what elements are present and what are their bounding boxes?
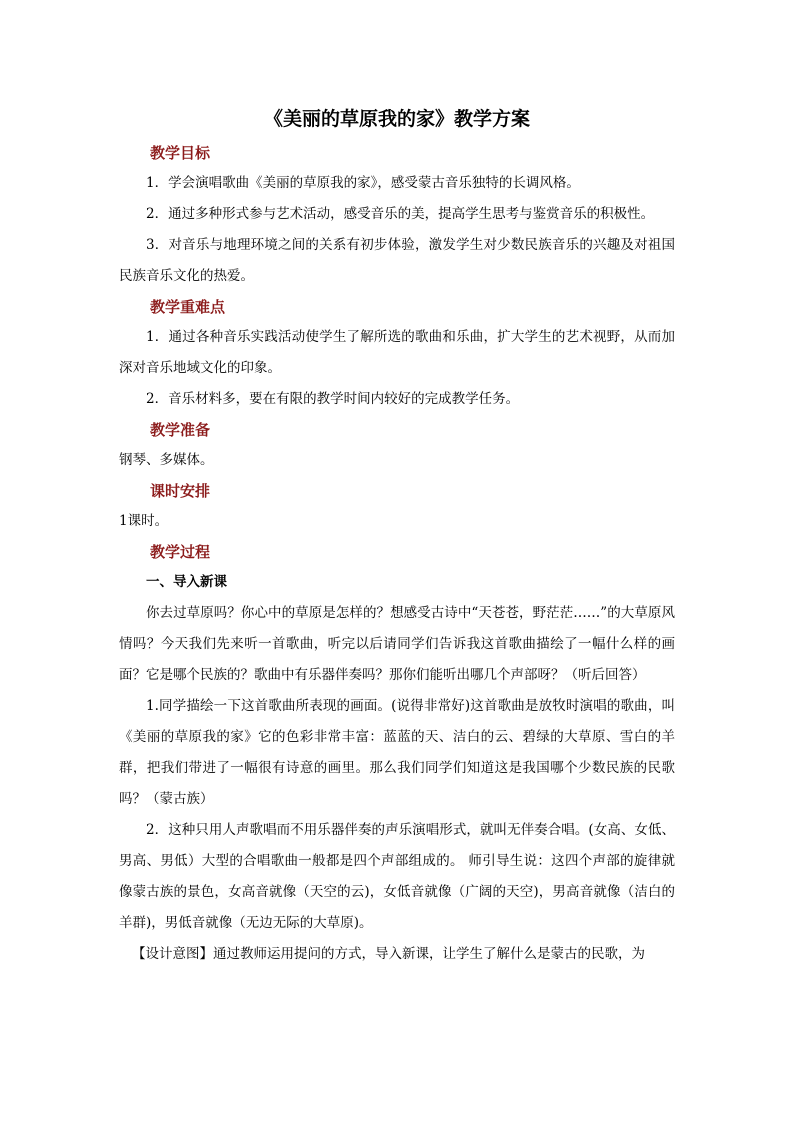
goal-item-1: 1．学会演唱歌曲《美丽的草原我的家》，感受蒙古音乐独特的长调风格。 [146,175,580,191]
document-title: 《美丽的草原我的家》教学方案 [263,108,530,130]
process-paragraph-1: 你去过草原吗？你心中的草原是怎样的？想感受古诗中“天苍苍，野茫茫……”的大草原风情吗？今天我们先来听一首歌曲，听完以后请同学们告诉我这首歌曲描绘了一幅什么样的画面？它是哪个民族的？歌曲中有乐器伴奏吗？那你们能听出哪几个声部呀？（听后回答） [119,605,675,683]
process-paragraph-3: 2．这种只用人声歌唱而不用乐器伴奏的声乐演唱形式，就叫无伴奏合唱。(女高、女低、男高、男低）大型的合唱歌曲一般都是四个声部组成的。 师引导生说：这四个声部的旋律就像蒙古族的景色，女高音就像（天空的云)，女低音就像（广阔的天空)，男高音就像（洁白的羊群)，男低音就像（无边无际的大草原)。 [119,822,675,931]
design-intent-note: 【设计意图】通过教师运用提问的方式，导入新课，让学生了解什么是蒙古的民歌，为 [132,946,645,962]
schedule-text: 1课时。 [119,513,169,529]
key-point-item-2: 2．音乐材料多，要在有限的教学时间内较好的完成教学任务。 [146,391,520,407]
process-paragraph-2: 1.同学描绘一下这首歌曲所表现的画面。(说得非常好)这首歌曲是放牧时演唱的歌曲，叫《美丽的草原我的家》它的色彩非常丰富：蓝蓝的天、洁白的云、碧绿的大草原、雪白的羊群，把我们带进了一幅很有诗意的画里。那么我们同学们知道这是我国哪个少数民族的民歌吗？（蒙古族） [119,698,675,807]
heading-process: 教学过程 [150,543,211,561]
document-body [119,104,675,970]
goal-item-2: 2．通过多种形式参与艺术活动，感受音乐的美，提高学生思考与鉴赏音乐的积极性。 [146,206,655,222]
heading-key-points: 教学重难点 [150,298,226,316]
heading-schedule: 课时安排 [150,482,211,500]
heading-goals: 教学目标 [150,144,211,162]
prep-text: 钢琴、多媒体。 [119,452,214,468]
goal-item-3: 3．对音乐与地理环境之间的关系有初步体验，激发学生对少数民族音乐的兴趣及对祖国民族音乐文化的热爱。 [119,237,675,284]
heading-prep: 教学准备 [150,421,211,439]
key-point-item-1: 1．通过各种音乐实践活动使学生了解所选的歌曲和乐曲，扩大学生的艺术视野，从而加深对音乐地域文化的印象。 [119,329,675,376]
subheading-intro: 一、导入新课 [146,574,227,590]
